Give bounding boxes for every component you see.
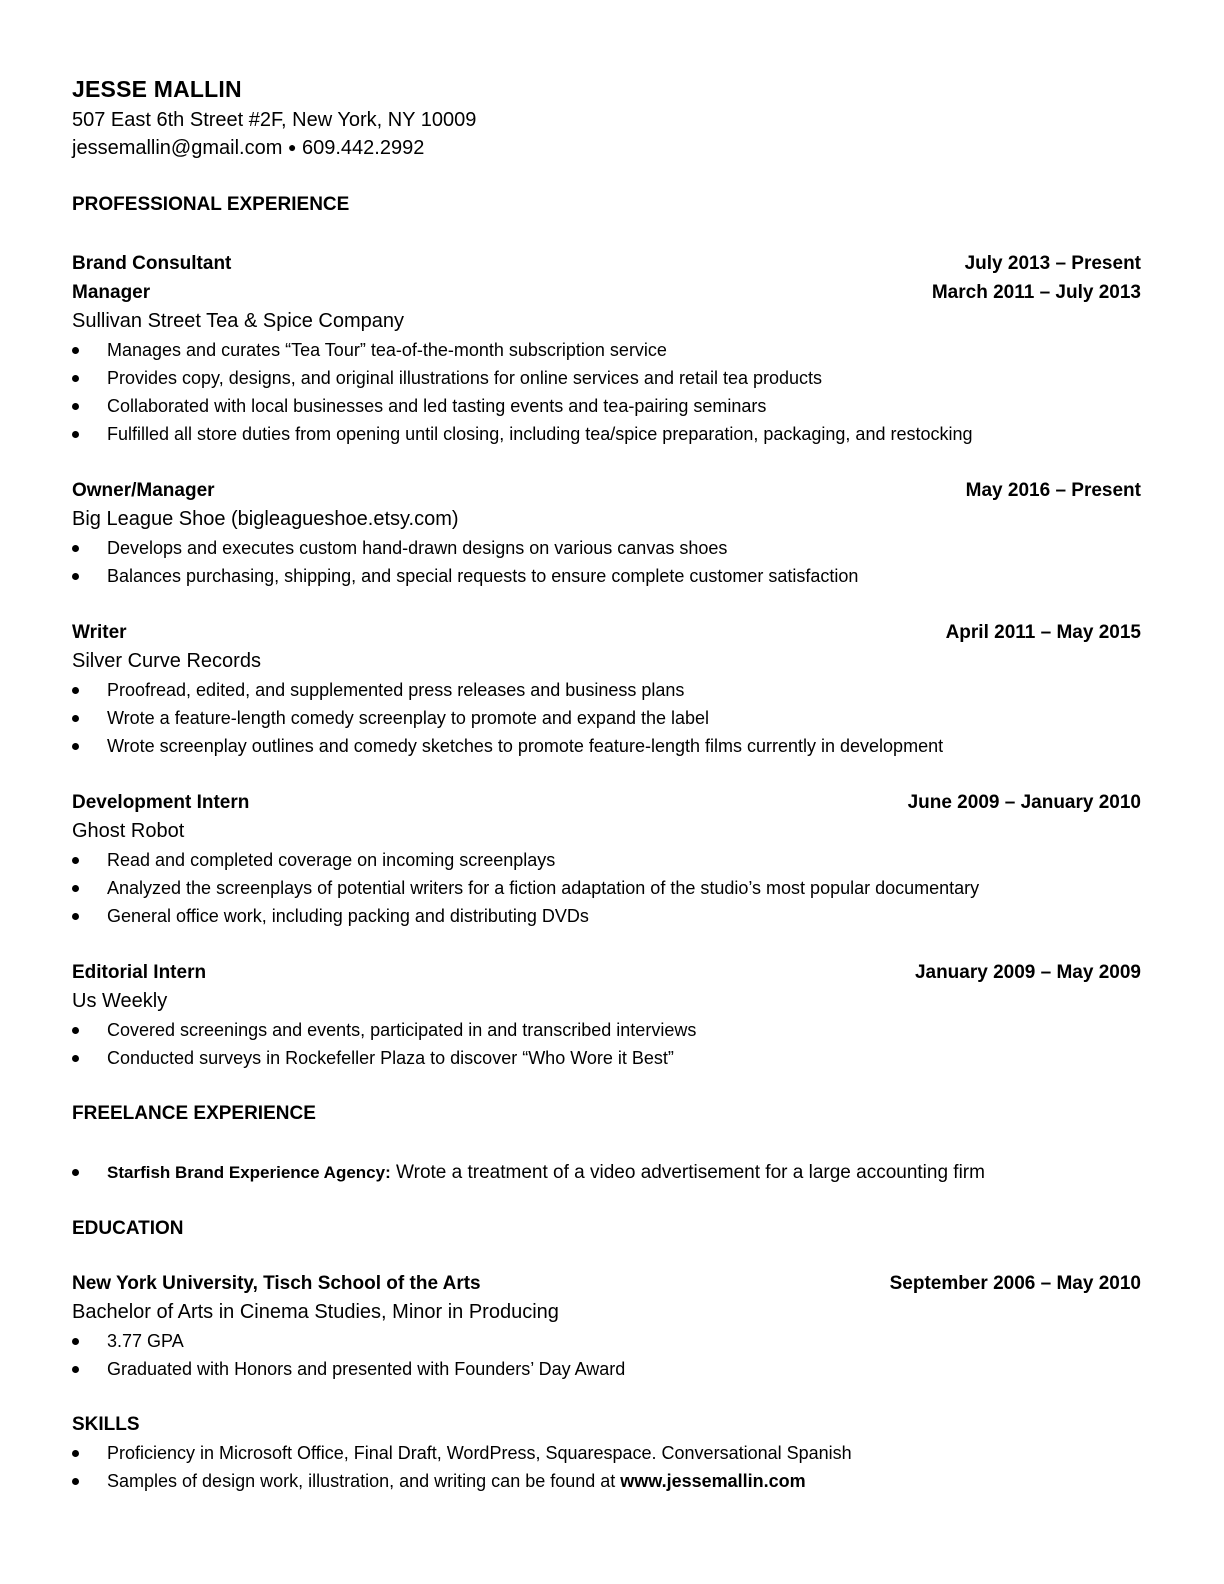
- job-entry: [72, 476, 1141, 590]
- bullet-icon: [72, 573, 79, 580]
- spacer: [72, 760, 1141, 788]
- bullet-icon: [72, 1338, 79, 1345]
- bullet-text: Conducted surveys in Rockefeller Plaza to discover “Who Wore it Best”: [107, 1048, 674, 1068]
- list-item: [72, 1044, 1141, 1072]
- job-entry: [72, 618, 1141, 760]
- section-heading-education: EDUCATION: [72, 1218, 184, 1239]
- list-item: [72, 874, 1141, 902]
- employer-name: Sullivan Street Tea & Spice Company: [72, 310, 405, 332]
- bullet-text: Collaborated with local businesses and led tasting events and tea-pairing seminars: [107, 396, 767, 416]
- bullet-icon: [72, 347, 79, 354]
- bullet-text: Samples of design work, illustration, and writing can be found at: [107, 1471, 621, 1491]
- employer-name: Big League Shoe (bigleagueshoe.etsy.com): [72, 508, 459, 530]
- job-dates: May 2016 – Present: [965, 480, 1141, 501]
- section-heading-skills: SKILLS: [72, 1414, 140, 1435]
- degree: Bachelor of Arts in Cinema Studies, Minor in Producing: [72, 1301, 559, 1323]
- list-item: [72, 1016, 1141, 1044]
- list-item: [72, 902, 1141, 930]
- school-row: [72, 1269, 1141, 1298]
- job-bullets: [72, 336, 1141, 448]
- bullet-icon: [72, 743, 79, 750]
- bullet-text: Graduated with Honors and presented with Founders’ Day Award: [107, 1359, 626, 1379]
- bullet-icon: [72, 913, 79, 920]
- bullet-text: Proofread, edited, and supplemented press releases and business plans: [107, 680, 685, 700]
- bullet-icon: [72, 885, 79, 892]
- email: jessemallin@gmail.com: [72, 137, 283, 159]
- bullet-text: Read and completed coverage on incoming screenplays: [107, 850, 556, 870]
- resume-header: [72, 72, 1141, 163]
- list-item: [72, 336, 1141, 364]
- phone: 609.442.2992: [301, 137, 425, 159]
- contact-line: [72, 134, 1141, 163]
- school-name: New York University, Tisch School of the Arts: [72, 1273, 481, 1294]
- list-item: [72, 676, 1141, 704]
- job-dates: January 2009 – May 2009: [914, 962, 1141, 983]
- bullet-icon: [72, 687, 79, 694]
- freelance-bullets: [72, 1158, 1141, 1187]
- job-title: Editorial Intern: [72, 962, 207, 983]
- bullet-icon: [72, 1169, 79, 1176]
- bullet-icon: [72, 715, 79, 722]
- job-bullets: [72, 846, 1141, 930]
- list-item: [72, 392, 1141, 420]
- list-item: [72, 704, 1141, 732]
- bullet-text: Develops and executes custom hand-drawn designs on various canvas shoes: [107, 538, 728, 558]
- spacer: [72, 930, 1141, 958]
- bullet-icon: [72, 431, 79, 438]
- bullet-text: Covered screenings and events, participated in and transcribed interviews: [107, 1020, 697, 1040]
- list-item: [72, 562, 1141, 590]
- list-item: [72, 1158, 1141, 1187]
- bullet-text: Provides copy, designs, and original illustrations for online services and retail tea products: [107, 368, 823, 388]
- job-title: Development Intern: [72, 792, 250, 813]
- bullet-text: Manages and curates “Tea Tour” tea-of-the-month subscription service: [107, 340, 667, 360]
- bullet-icon: [72, 1055, 79, 1062]
- separator-dot: ●: [287, 139, 297, 155]
- list-item: [72, 732, 1141, 760]
- job-dates: June 2009 – January 2010: [907, 792, 1141, 813]
- skills-bullets: [72, 1439, 1141, 1495]
- candidate-name: JESSE MALLIN: [72, 76, 242, 102]
- bullet-text: Wrote a feature-length comedy screenplay to promote and expand the label: [107, 708, 710, 728]
- education-bullets: [72, 1327, 1141, 1383]
- job-title-row: [72, 788, 1141, 817]
- job-title: Owner/Manager: [72, 480, 215, 501]
- section-heading-freelance: FREELANCE EXPERIENCE: [72, 1103, 316, 1124]
- bullet-text: Proficiency in Microsoft Office, Final Draft, WordPress, Squarespace. Conversational Spanish: [107, 1443, 852, 1463]
- job-dates: April 2011 – May 2015: [945, 622, 1141, 643]
- bullet-icon: [72, 1027, 79, 1034]
- spacer: [72, 448, 1141, 476]
- job-bullets: [72, 534, 1141, 590]
- list-item: [72, 1467, 1141, 1495]
- job-title-row: [72, 249, 1141, 278]
- spacer: [72, 1383, 1141, 1411]
- spacer: [72, 590, 1141, 618]
- list-item: [72, 1327, 1141, 1355]
- bullet-text: Balances purchasing, shipping, and special requests to ensure complete customer satisfaction: [107, 566, 859, 586]
- job-bullets: [72, 676, 1141, 760]
- education-dates: September 2006 – May 2010: [889, 1273, 1141, 1294]
- job-title-row: [72, 278, 1141, 307]
- bullet-icon: [72, 1450, 79, 1457]
- list-item: [72, 420, 1141, 448]
- freelance-client: Starfish Brand Experience Agency:: [107, 1163, 391, 1182]
- spacer: [72, 163, 1141, 191]
- list-item: [72, 534, 1141, 562]
- resume-page: [72, 72, 1141, 1495]
- job-title: Brand Consultant: [72, 253, 232, 274]
- job-entry: [72, 788, 1141, 930]
- job-entry: [72, 249, 1141, 448]
- job-title-row: [72, 958, 1141, 987]
- spacer: [72, 1128, 1141, 1158]
- job-title-row: [72, 618, 1141, 647]
- bullet-text: 3.77 GPA: [107, 1331, 184, 1351]
- bullet-text: Wrote screenplay outlines and comedy sketches to promote feature-length films currently in development: [107, 736, 944, 756]
- website-link[interactable]: www.jessemallin.com: [620, 1471, 806, 1491]
- job-entry: [72, 958, 1141, 1072]
- bullet-icon: [72, 375, 79, 382]
- job-bullets: [72, 1016, 1141, 1072]
- spacer: [72, 1187, 1141, 1215]
- job-dates: July 2013 – Present: [964, 253, 1141, 274]
- employer-name: Ghost Robot: [72, 820, 185, 842]
- education-entry: [72, 1269, 1141, 1383]
- list-item: [72, 1355, 1141, 1383]
- address: 507 East 6th Street #2F, New York, NY 10009: [72, 109, 477, 131]
- job-title: Manager: [72, 282, 151, 303]
- employer-name: Us Weekly: [72, 990, 168, 1012]
- section-heading-professional: PROFESSIONAL EXPERIENCE: [72, 194, 350, 215]
- job-dates: March 2011 – July 2013: [931, 282, 1141, 303]
- freelance-description: Wrote a treatment of a video advertisement for a large accounting firm: [390, 1162, 985, 1183]
- job-title: Writer: [72, 622, 127, 643]
- bullet-text: General office work, including packing and distributing DVDs: [107, 906, 589, 926]
- spacer: [72, 1072, 1141, 1100]
- bullet-icon: [72, 1366, 79, 1373]
- job-title-row: [72, 476, 1141, 505]
- spacer: [72, 1243, 1141, 1269]
- list-item: [72, 364, 1141, 392]
- bullet-icon: [72, 403, 79, 410]
- bullet-text: Fulfilled all store duties from opening until closing, including tea/spice preparation, packaging, and restocking: [107, 424, 973, 444]
- list-item: [72, 846, 1141, 874]
- list-item: [72, 1439, 1141, 1467]
- bullet-icon: [72, 1478, 79, 1485]
- spacer: [72, 219, 1141, 249]
- employer-name: Silver Curve Records: [72, 650, 261, 672]
- bullet-text: Analyzed the screenplays of potential writers for a fiction adaptation of the studio’s most popular documentary: [107, 878, 980, 898]
- bullet-icon: [72, 857, 79, 864]
- bullet-icon: [72, 545, 79, 552]
